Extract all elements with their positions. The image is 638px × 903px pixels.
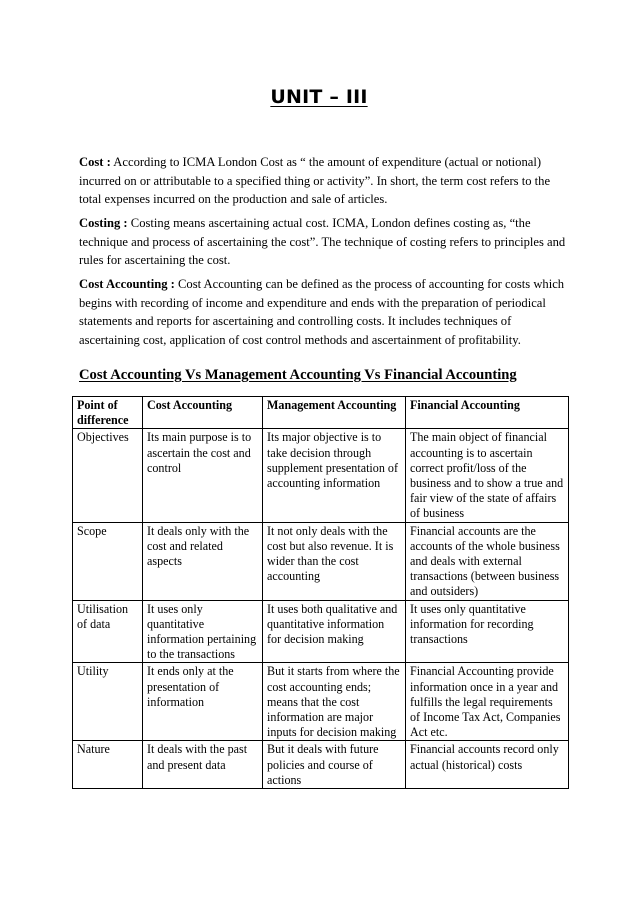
table-row [73, 600, 569, 663]
table-cell: But it starts from where the cost accounting ends; means that the cost information are major inputs for decision making [263, 663, 406, 741]
table-header-row [73, 397, 569, 429]
header-financial-accounting: Financial Accounting [406, 397, 569, 429]
table-cell: Utilisation of data [73, 600, 143, 663]
table-cell: Nature [73, 741, 143, 789]
paragraph-text: Costing means ascertaining actual cost. ICMA, London defines costing as, “the technique and process of ascertaining the cost”. The technique of costing refers to principles and rules for ascertaining the cost. [79, 216, 566, 268]
page-title: UNIT – III [270, 86, 368, 108]
table-cell: Utility [73, 663, 143, 741]
paragraph-cost-accounting [79, 275, 569, 349]
paragraph-text: Cost Accounting can be defined as the process of accounting for costs which begins with recording of income and expenditure and ends with the preparation of periodical statements and reports for ascertaining and controlling costs. It includes techniques of ascertaining cost, application of cost control methods and ascertainment of profitability. [79, 277, 565, 347]
section-heading: Cost Accounting Vs Management Accounting Vs Financial Accounting [79, 367, 517, 383]
table-row [73, 429, 569, 522]
table-cell: Financial accounts record only actual (historical) costs [406, 741, 569, 789]
paragraph-cost [79, 153, 569, 209]
table-cell: Financial accounts are the accounts of the whole business and deals with external transactions (between business and outsiders) [406, 522, 569, 600]
paragraph-term: Cost : [79, 155, 111, 169]
table-cell: Its main purpose is to ascertain the cost and control [143, 429, 263, 522]
table-row [73, 522, 569, 600]
table-cell: But it deals with future policies and course of actions [263, 741, 406, 789]
table-row [73, 663, 569, 741]
table-cell: Its major objective is to take decision through supplement presentation of accounting information [263, 429, 406, 522]
header-management-accounting: Management Accounting [263, 397, 406, 429]
table-cell: It ends only at the presentation of information [143, 663, 263, 741]
paragraph-term: Cost Accounting : [79, 277, 175, 291]
paragraph-term: Costing : [79, 216, 128, 230]
table-cell: Objectives [73, 429, 143, 522]
paragraph-text: According to ICMA London Cost as “ the amount of expenditure (actual or notional) incurred on or attributable to a specified thing or activity”. In short, the term cost refers to the total expenses incurred on the production and sale of articles. [79, 155, 551, 207]
table-cell: Financial Accounting provide information once in a year and fulfills the legal requirements of Income Tax Act, Companies Act etc. [406, 663, 569, 741]
table-cell: It deals with the past and present data [143, 741, 263, 789]
table-row [73, 741, 569, 789]
header-point-of-difference: Point of difference [73, 397, 143, 429]
table-cell: Scope [73, 522, 143, 600]
table-cell: It uses only quantitative information for recording transactions [406, 600, 569, 663]
paragraph-costing [79, 214, 569, 270]
table-cell: It uses both qualitative and quantitative information for decision making [263, 600, 406, 663]
table-cell: It not only deals with the cost but also revenue. It is wider than the cost accounting [263, 522, 406, 600]
table-cell: It uses only quantitative information pertaining to the transactions [143, 600, 263, 663]
table-cell: The main object of financial accounting is to ascertain correct profit/loss of the business and to show a true and fair view of the state of affairs of business [406, 429, 569, 522]
header-cost-accounting: Cost Accounting [143, 397, 263, 429]
comparison-table [72, 396, 569, 789]
table-cell: It deals only with the cost and related aspects [143, 522, 263, 600]
